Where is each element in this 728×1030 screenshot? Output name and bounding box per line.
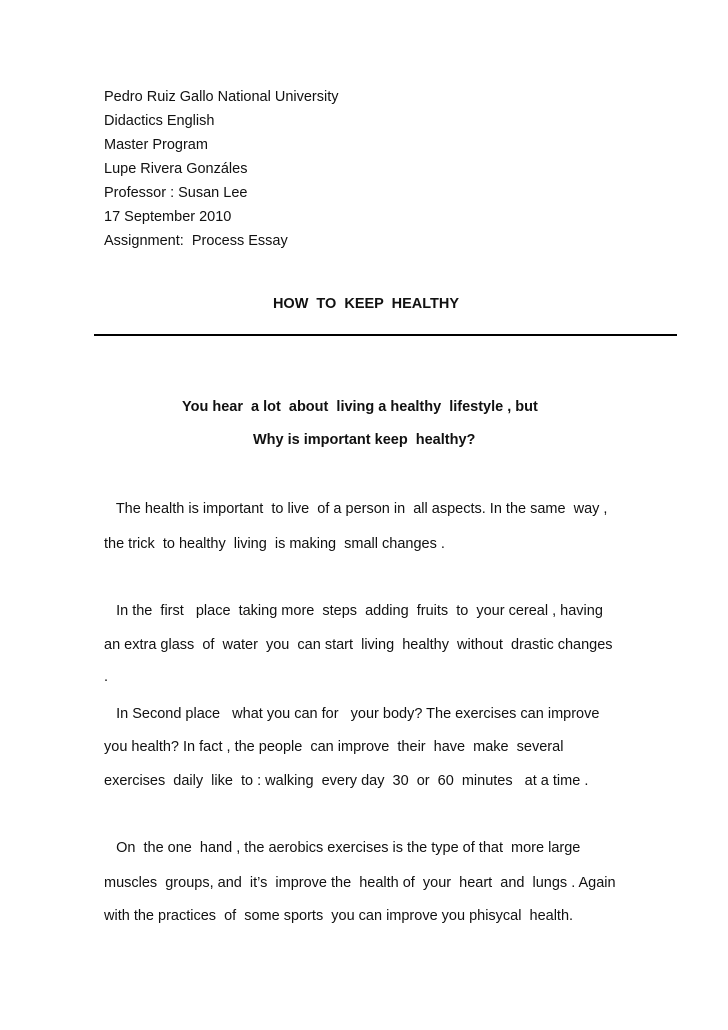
- paragraph-1-line-2: the trick to healthy living is making small changes .: [104, 536, 445, 552]
- subtitle-line-2: Why is important keep healthy?: [253, 432, 476, 448]
- header-author: Lupe Rivera Gonzáles: [104, 161, 248, 177]
- header-date: 17 September 2010: [104, 209, 232, 225]
- header-course: Didactics English: [104, 113, 215, 129]
- header-professor: Professor : Susan Lee: [104, 185, 248, 201]
- header-program: Master Program: [104, 137, 208, 153]
- paragraph-1-line-1: The health is important to live of a person in all aspects. In the same way ,: [104, 501, 608, 517]
- paragraph-4-line-1: On the one hand , the aerobics exercises is the type of that more large: [104, 840, 581, 856]
- title-divider: [94, 334, 677, 336]
- paragraph-4-line-3: with the practices of some sports you can improve you phisycal health.: [104, 908, 574, 924]
- paragraph-3-line-3: exercises daily like to : walking every day 30 or 60 minutes at a time .: [104, 773, 589, 789]
- header-university: Pedro Ruiz Gallo National University: [104, 89, 339, 105]
- paragraph-3-line-1: In Second place what you can for your body? The exercises can improve: [104, 706, 600, 722]
- header-assignment: Assignment: Process Essay: [104, 233, 288, 249]
- paragraph-2-line-3: .: [104, 669, 109, 685]
- paragraph-2-line-2: an extra glass of water you can start living healthy without drastic changes: [104, 637, 613, 653]
- subtitle-line-1: You hear a lot about living a healthy lifestyle , but: [182, 399, 538, 415]
- essay-title: HOW TO KEEP HEALTHY: [272, 296, 460, 312]
- paragraph-3-line-2: you health? In fact , the people can improve their have make several: [104, 739, 564, 755]
- paragraph-2-line-1: In the first place taking more steps adding fruits to your cereal , having: [104, 603, 603, 619]
- paragraph-4-line-2: muscles groups, and it’s improve the health of your heart and lungs . Again: [104, 875, 616, 891]
